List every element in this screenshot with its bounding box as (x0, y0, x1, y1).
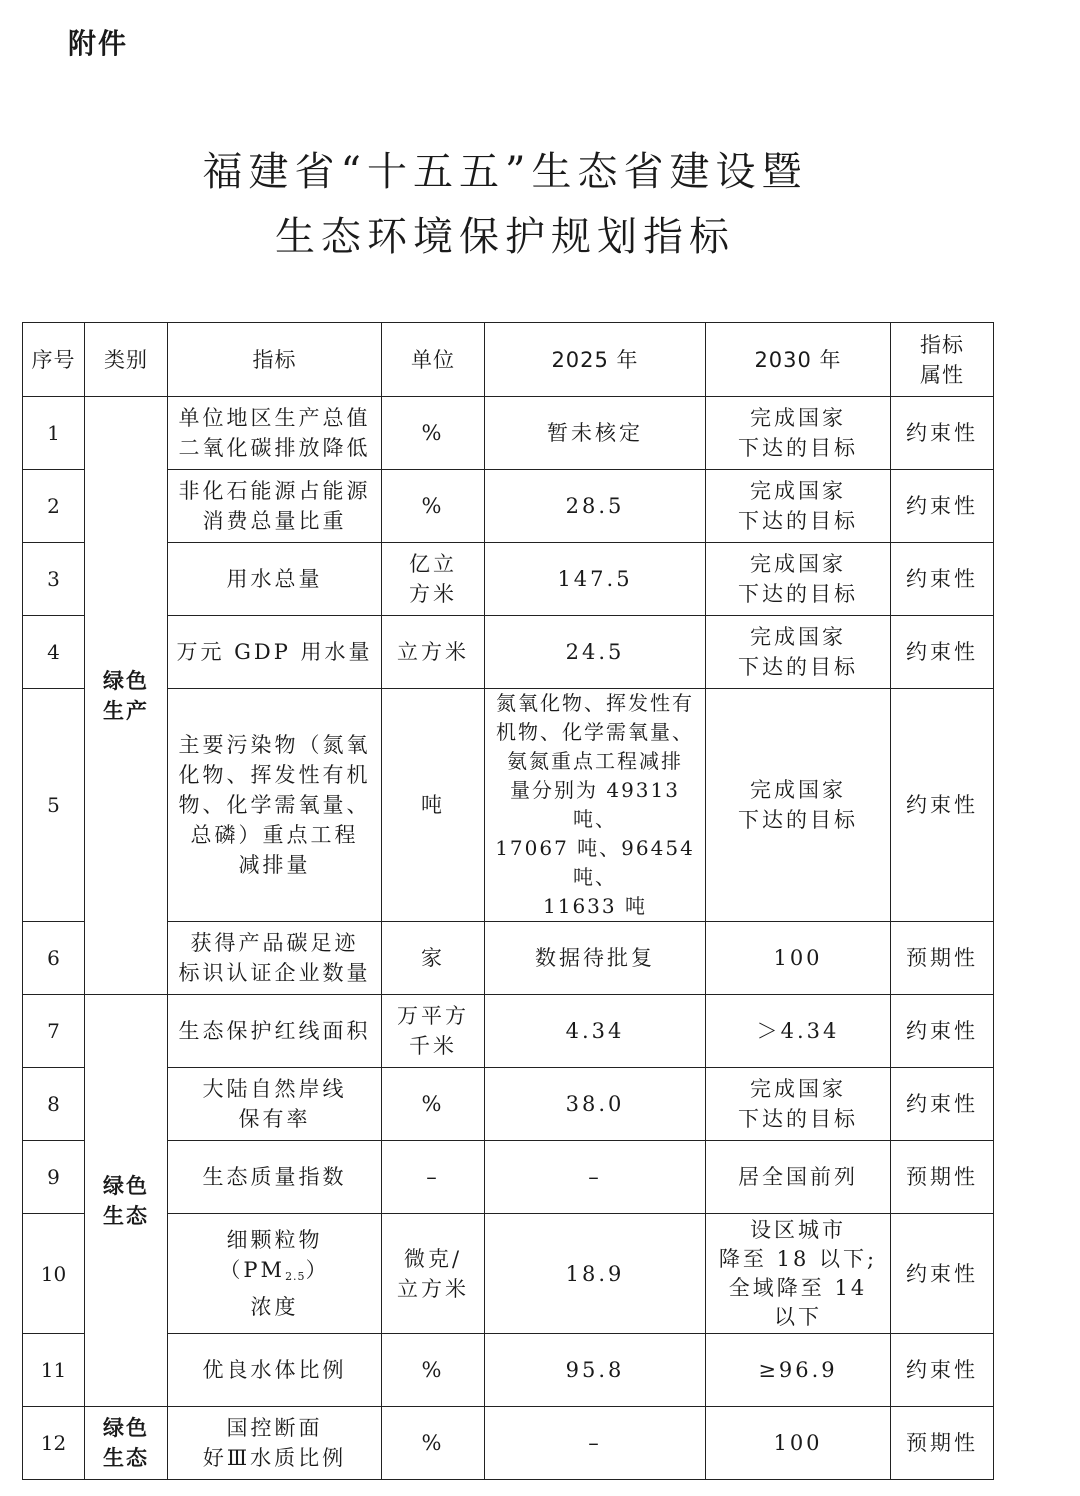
category-green-production: 绿色 生产 (85, 397, 168, 995)
row-no: 4 (23, 616, 85, 689)
table-row (23, 1068, 994, 1141)
row-2030: 完成国家 下达的目标 (706, 470, 891, 543)
page-title-line1: 福建省“十五五”生态省建设暨 (202, 149, 808, 195)
row-indicator: 生态保护红线面积 (168, 995, 382, 1068)
row-2025: 24.5 (485, 616, 706, 689)
row-2030: 设区城市 降至 18 以下; 全域降至 14 以下 (706, 1214, 891, 1334)
header-indicator: 指标 (168, 323, 382, 397)
row-unit: – (382, 1141, 485, 1214)
row-no: 12 (23, 1407, 85, 1480)
row-no: 7 (23, 995, 85, 1068)
row-2025: 氮氧化物、挥发性有 机物、化学需氧量、 氨氮重点工程减排 量分别为 49313 吨、 17067 吨、96454 吨、 11633 吨 (485, 689, 706, 922)
row-unit: 吨 (382, 689, 485, 922)
row-2030: 100 (706, 1407, 891, 1480)
row-indicator: 用水总量 (168, 543, 382, 616)
header-attribute: 指标 属性 (891, 323, 994, 397)
row-unit: 微克/ 立方米 (382, 1214, 485, 1334)
row-unit: 家 (382, 922, 485, 995)
indicator-table (22, 322, 994, 1480)
table-row (23, 1141, 994, 1214)
row-indicator: 优良水体比例 (168, 1334, 382, 1407)
row-2030: 完成国家 下达的目标 (706, 543, 891, 616)
indicator-pm-text: 细颗粒物（PM (219, 1228, 323, 1282)
row-no: 11 (23, 1334, 85, 1407)
row-2030: ＞4.34 (706, 995, 891, 1068)
row-2025: 数据待批复 (485, 922, 706, 995)
row-2030: 居全国前列 (706, 1141, 891, 1214)
row-attribute: 约束性 (891, 1334, 994, 1407)
table-row (23, 470, 994, 543)
row-attribute: 约束性 (891, 689, 994, 922)
row-no: 3 (23, 543, 85, 616)
row-attribute: 约束性 (891, 470, 994, 543)
table-row (23, 616, 994, 689)
row-2025: 暂未核定 (485, 397, 706, 470)
row-attribute: 约束性 (891, 995, 994, 1068)
row-2030: 完成国家 下达的目标 (706, 397, 891, 470)
category-green-ecology: 绿色 生态 (85, 995, 168, 1407)
row-no: 10 (23, 1214, 85, 1334)
row-indicator: 获得产品碳足迹 标识认证企业数量 (168, 922, 382, 995)
header-unit: 单位 (382, 323, 485, 397)
table-header-row (23, 323, 994, 397)
row-2030: 完成国家 下达的目标 (706, 1068, 891, 1141)
row-unit: 亿立 方米 (382, 543, 485, 616)
row-indicator: 大陆自然岸线 保有率 (168, 1068, 382, 1141)
table-row (23, 1407, 994, 1480)
row-2025: 18.9 (485, 1214, 706, 1334)
header-category: 类别 (85, 323, 168, 397)
table-row (23, 397, 994, 470)
row-no: 9 (23, 1141, 85, 1214)
row-2030: 100 (706, 922, 891, 995)
row-2025: 28.5 (485, 470, 706, 543)
row-no: 8 (23, 1068, 85, 1141)
row-attribute: 预期性 (891, 1407, 994, 1480)
category-green-ecology-2: 绿色 生态 (85, 1407, 168, 1480)
table-row (23, 1334, 994, 1407)
pm-subscript: 2.5 (285, 1270, 306, 1283)
row-unit: 万平方 千米 (382, 995, 485, 1068)
row-unit: 立方米 (382, 616, 485, 689)
row-indicator: 主要污染物（氮氧 化物、挥发性有机 物、化学需氧量、 总磷）重点工程 减排量 (168, 689, 382, 922)
header-no: 序号 (23, 323, 85, 397)
row-no: 1 (23, 397, 85, 470)
row-unit: % (382, 1334, 485, 1407)
row-attribute: 约束性 (891, 1068, 994, 1141)
row-attribute: 约束性 (891, 397, 994, 470)
row-attribute: 约束性 (891, 1214, 994, 1334)
row-indicator: 万元 GDP 用水量 (168, 616, 382, 689)
row-indicator: 国控断面 好Ⅲ水质比例 (168, 1407, 382, 1480)
row-2025: 147.5 (485, 543, 706, 616)
row-2030: 完成国家 下达的目标 (706, 616, 891, 689)
row-no: 2 (23, 470, 85, 543)
header-2025: 2025 年 (485, 323, 706, 397)
row-2030: 完成国家 下达的目标 (706, 689, 891, 922)
row-indicator: 生态质量指数 (168, 1141, 382, 1214)
row-attribute: 约束性 (891, 543, 994, 616)
row-2025: 95.8 (485, 1334, 706, 1407)
table-row (23, 922, 994, 995)
row-no: 5 (23, 689, 85, 922)
row-unit: % (382, 1407, 485, 1480)
row-indicator: 非化石能源占能源 消费总量比重 (168, 470, 382, 543)
header-2030: 2030 年 (706, 323, 891, 397)
row-2025: – (485, 1407, 706, 1480)
row-no: 6 (23, 922, 85, 995)
page-title-line2: 生态环境保护规划指标 (275, 214, 735, 260)
row-2025: 38.0 (485, 1068, 706, 1141)
row-2025: – (485, 1141, 706, 1214)
row-unit: % (382, 1068, 485, 1141)
table-row (23, 995, 994, 1068)
row-indicator (168, 1214, 382, 1334)
row-unit: % (382, 397, 485, 470)
table-row (23, 1214, 994, 1334)
row-attribute: 约束性 (891, 616, 994, 689)
table-row (23, 543, 994, 616)
indicator-pm-text-end: ） 浓度 (250, 1258, 330, 1319)
row-attribute: 预期性 (891, 1141, 994, 1214)
attachment-label: 附件 (68, 27, 129, 60)
row-2030: ≥96.9 (706, 1334, 891, 1407)
row-unit: % (382, 470, 485, 543)
row-2025: 4.34 (485, 995, 706, 1068)
row-attribute: 预期性 (891, 922, 994, 995)
table-row (23, 689, 994, 922)
row-indicator: 单位地区生产总值 二氧化碳排放降低 (168, 397, 382, 470)
